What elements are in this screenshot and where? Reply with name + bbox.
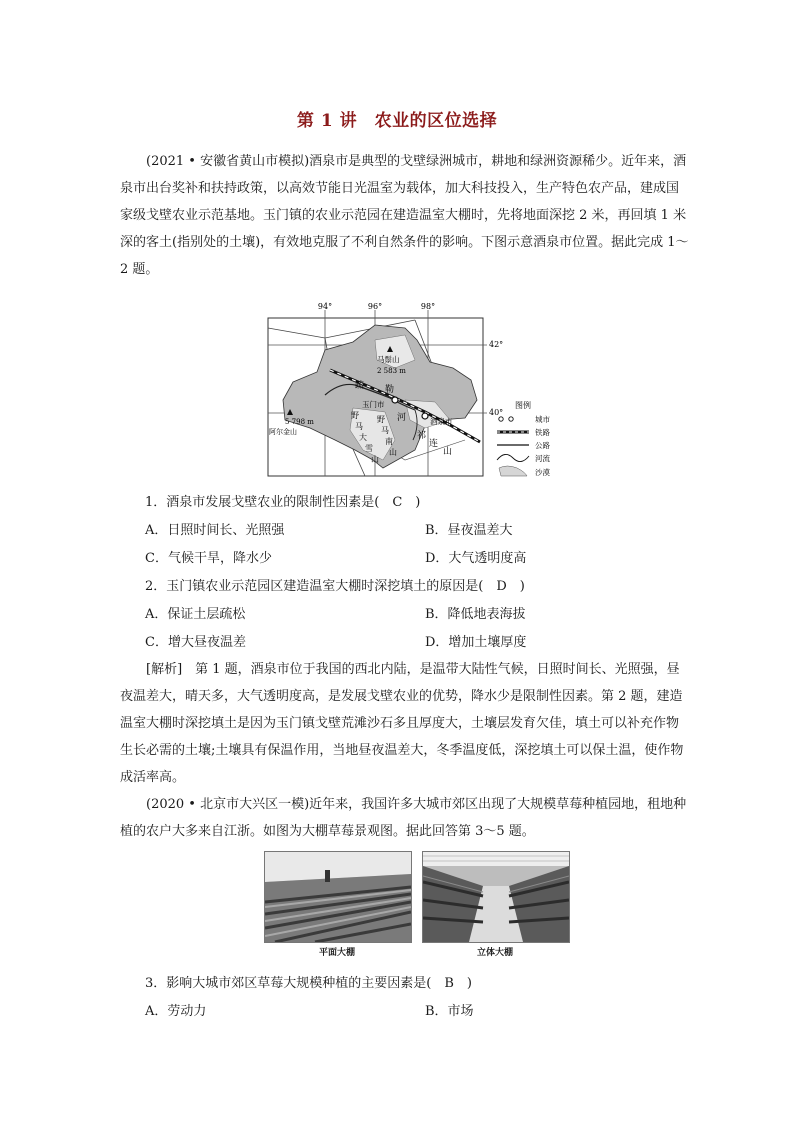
mazong-label: 马鬃山 <box>377 355 400 364</box>
legend-river-label: 河流 <box>535 454 550 463</box>
jiuquan-label: 酒泉市 <box>430 417 453 426</box>
jiuquan-city-marker <box>422 413 428 419</box>
yumen-label: 玉门市 <box>362 400 385 409</box>
lon-label-96: 96° <box>367 302 383 311</box>
yema-da-label-4: 雪 <box>365 444 373 453</box>
analysis-paragraph: [解析] 第 1 题，酒泉市位于我国的西北内陆，是温带大陆性气候，日照时间长、光照强，昼夜温差大，晴天多，大气透明度高，是发展戈壁农业的优势，降水少是限制性因素。第 2 题，建造温室大棚时深挖填土是因为玉门镇戈壁荒滩沙石多且厚度大，土壤层发育欠佳，填土可以补充作物生长必需的土壤;土壤具有保温作用，当地昼夜温差大，冬季温度低，深挖填土可以保土温，使作物成活率高。 <box>120 662 684 785</box>
lat-label-42: 42° <box>489 340 504 349</box>
q2-option-d: D．增加土壤厚度 <box>425 635 527 650</box>
qilian-label-2: 连 <box>429 439 439 449</box>
vertical-greenhouse-photo <box>422 851 570 943</box>
legend-desert-label: 沙漠 <box>535 468 550 477</box>
lon-label-94: 94° <box>317 302 333 311</box>
intro-paragraph-2: (2020 • 北京市大兴区一模)近年来，我国许多大城市郊区出现了大规模草莓种植园地，租地种植的农户大多来自江浙。如图为大棚草莓景观图。据此回答第 3～5 题。 <box>120 797 687 839</box>
legend-city-symbol <box>499 417 503 421</box>
yema-da-label-1: 野 <box>351 411 359 420</box>
vertical-greenhouse-caption: 立体大棚 <box>476 948 513 958</box>
q1-option-b: B．昼夜温差大 <box>425 523 513 538</box>
yema-da-label-3: 大 <box>359 433 367 442</box>
he-label: 河 <box>397 413 407 423</box>
flat-greenhouse-photo <box>264 851 412 943</box>
q2-option-a: A．保证土层疏松 <box>145 607 246 622</box>
lat-label-40: 40° <box>489 408 504 417</box>
aerjin-label: 阿尔金山 <box>269 428 297 436</box>
yema-nan-label-4: 山 <box>389 448 397 457</box>
legend-rail-label: 铁路 <box>535 428 550 437</box>
q3-option-a: A．劳动力 <box>145 1004 207 1019</box>
lesson-title: 第 1 讲 农业的区位选择 <box>296 111 498 131</box>
shu-label: 疏 <box>355 381 365 391</box>
qilian-label-1: 祁 <box>417 431 427 441</box>
q2-stem: 2．玉门镇农业示范园区建造温室大棚时深挖填土的原因是( D ) <box>145 579 525 594</box>
jiuquan-location-map <box>265 300 565 482</box>
flat-greenhouse-caption: 平面大棚 <box>318 948 355 958</box>
yema-da-label-2: 马 <box>355 422 363 431</box>
legend-desert-symbol <box>499 466 527 476</box>
le-label: 勒 <box>385 385 395 395</box>
q2-option-c: C．增大昼夜温差 <box>145 635 246 650</box>
q3-stem: 3．影响大城市郊区草莓大规模种植的主要因素是( B ) <box>145 976 472 991</box>
yema-nan-label-2: 马 <box>381 426 389 435</box>
q1-option-d: D．大气透明度高 <box>425 551 527 566</box>
q1-option-c: C．气候干旱，降水少 <box>145 551 272 566</box>
yema-nan-label-1: 野 <box>377 415 385 424</box>
yumen-city-marker <box>392 397 398 403</box>
intro-paragraph-1: (2021 • 安徽省黄山市模拟)酒泉市是典型的戈壁绿洲城市，耕地和绿洲资源稀少。近年来，酒泉市出台奖补和扶持政策，以高效节能日光温室为载体，加大科技投入，生产特色农产品，建成国家级戈壁农业示范基地。玉门镇的农业示范园在建造温室大棚时，先将地面深挖 2 米，再回填 1 米深的客土(指别处的土壤)，有效地克服了不利自然条件的影响。下图示意酒泉市位置。据此完成 1～2 题。 <box>120 154 689 277</box>
legend-road-label: 公路 <box>535 441 550 450</box>
q1-stem: 1．酒泉市发展戈壁农业的限制性因素是( C ) <box>145 495 421 510</box>
qilian-label-3: 山 <box>443 447 453 457</box>
aerjin-elev-label: 5 798 m <box>285 418 314 426</box>
q2-option-b: B．降低地表海拔 <box>425 607 526 622</box>
yema-nan-label-3: 南 <box>385 437 393 446</box>
lon-label-98: 98° <box>420 302 436 311</box>
yema-da-label-5: 山 <box>371 455 379 464</box>
legend-title: 图例 <box>515 401 531 410</box>
mazong-elev-label: 2 583 m <box>377 367 406 375</box>
q3-option-b: B．市场 <box>425 1004 474 1019</box>
q1-option-a: A．日照时间长、光照强 <box>145 523 285 538</box>
map-legend <box>497 400 550 477</box>
legend-city-label: 城市 <box>535 415 550 424</box>
legend-river-symbol <box>497 454 529 461</box>
